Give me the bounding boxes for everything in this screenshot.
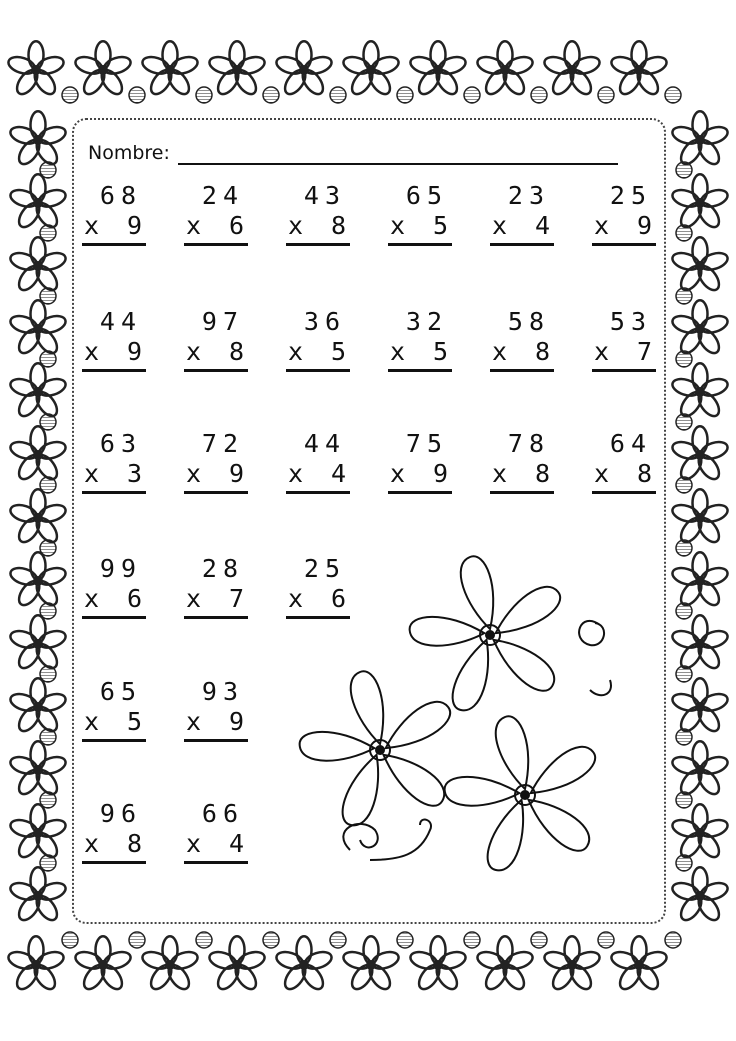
multiplication-problem	[82, 800, 146, 862]
multiply-sign: x	[84, 829, 100, 858]
multiplication-problem	[286, 430, 350, 492]
border-flower	[73, 41, 132, 97]
border-dot	[40, 477, 56, 493]
border-flower	[609, 936, 668, 992]
border-flower	[475, 41, 534, 97]
border-flower	[542, 41, 601, 97]
border-dot	[40, 414, 56, 430]
multiplication-problem	[82, 430, 146, 492]
border-dot	[665, 87, 681, 103]
border-dot	[129, 932, 145, 948]
multiplier-row	[84, 338, 142, 366]
border-dot	[676, 603, 692, 619]
multiplier-row	[390, 460, 448, 488]
multiplier: 5	[432, 337, 448, 366]
multiplication-problem	[592, 182, 656, 244]
multiplicand: 32	[405, 307, 448, 336]
name-label: Nombre:	[88, 142, 170, 164]
border-dot	[676, 792, 692, 808]
big-flower	[441, 716, 601, 876]
multiplication-problem	[184, 555, 248, 617]
multiplicand: 58	[507, 307, 550, 336]
multiplier-row	[84, 585, 142, 613]
multiplicand: 24	[201, 181, 244, 210]
border-dot	[531, 87, 547, 103]
border-flower	[670, 678, 729, 734]
multiply-sign: x	[186, 211, 202, 240]
multiplier: 8	[534, 337, 550, 366]
border-flower	[8, 363, 67, 419]
swirl	[579, 621, 611, 695]
border-flower	[207, 936, 266, 992]
border-flower	[140, 41, 199, 97]
border-dot	[676, 162, 692, 178]
multiplicand: 23	[507, 181, 550, 210]
border-dot	[40, 351, 56, 367]
border-flower	[609, 41, 668, 97]
multiply-sign: x	[390, 459, 406, 488]
border-flower	[8, 552, 67, 608]
multiplication-problem	[184, 678, 248, 740]
border-dot	[397, 87, 413, 103]
multiplication-problem	[490, 430, 554, 492]
multiplication-problem	[82, 555, 146, 617]
multiplier: 7	[636, 337, 652, 366]
answer-line[interactable]	[184, 369, 248, 372]
border-dot	[263, 932, 279, 948]
multiplier: 6	[126, 584, 142, 613]
border-dot	[330, 87, 346, 103]
multiplier: 9	[432, 459, 448, 488]
multiplier: 8	[228, 337, 244, 366]
multiply-sign: x	[390, 337, 406, 366]
border-flower	[8, 867, 67, 923]
multiply-sign: x	[492, 459, 508, 488]
multiplicand: 96	[99, 799, 142, 828]
border-flower	[670, 426, 729, 482]
name-row	[88, 142, 628, 172]
border-flower	[8, 300, 67, 356]
answer-line[interactable]	[184, 616, 248, 619]
border-dot	[330, 932, 346, 948]
answer-line[interactable]	[286, 369, 350, 372]
multiplier: 9	[228, 459, 244, 488]
multiplication-problem	[286, 308, 350, 370]
multiplier: 4	[534, 211, 550, 240]
border-flower	[670, 363, 729, 419]
multiplicand: 66	[201, 799, 244, 828]
multiplicand: 64	[609, 429, 652, 458]
multiplier: 7	[228, 584, 244, 613]
multiplicand: 68	[99, 181, 142, 210]
border-dot	[531, 932, 547, 948]
multiplicand: 43	[303, 181, 346, 210]
multiplier-row	[594, 212, 652, 240]
border-dot	[676, 855, 692, 871]
multiplier: 5	[330, 337, 346, 366]
multiply-sign: x	[594, 337, 610, 366]
multiplication-problem	[184, 430, 248, 492]
border-flower	[408, 936, 467, 992]
border-dot	[676, 288, 692, 304]
border-flower	[6, 41, 65, 97]
answer-line[interactable]	[82, 243, 146, 246]
answer-line[interactable]	[592, 243, 656, 246]
multiplier-row	[288, 338, 346, 366]
multiplier: 8	[636, 459, 652, 488]
border-flower	[670, 300, 729, 356]
multiplier: 6	[330, 584, 346, 613]
border-flower	[8, 489, 67, 545]
multiplicand: 65	[99, 677, 142, 706]
border-flower	[8, 678, 67, 734]
border-flower	[8, 237, 67, 293]
border-flower	[670, 552, 729, 608]
border-flower	[670, 489, 729, 545]
border-dot	[263, 87, 279, 103]
big-flower	[296, 671, 456, 831]
multiply-sign: x	[492, 337, 508, 366]
multiply-sign: x	[84, 211, 100, 240]
answer-line[interactable]	[592, 369, 656, 372]
border-flower	[6, 936, 65, 992]
multiply-sign: x	[84, 707, 100, 736]
answer-line[interactable]	[388, 369, 452, 372]
multiplication-problem	[184, 308, 248, 370]
multiplier-row	[492, 460, 550, 488]
multiplier: 8	[126, 829, 142, 858]
multiplicand: 75	[405, 429, 448, 458]
border-flower	[8, 804, 67, 860]
multiplier-row	[84, 460, 142, 488]
border-flower	[475, 936, 534, 992]
multiplier-row	[288, 460, 346, 488]
multiply-sign: x	[594, 459, 610, 488]
multiply-sign: x	[84, 337, 100, 366]
multiplicand: 44	[99, 307, 142, 336]
border-dot	[196, 87, 212, 103]
border-dot	[464, 932, 480, 948]
border-flower	[670, 867, 729, 923]
multiplicand: 53	[609, 307, 652, 336]
multiplicand: 93	[201, 677, 244, 706]
multiply-sign: x	[186, 829, 202, 858]
border-dot	[40, 540, 56, 556]
multiplication-problem	[388, 308, 452, 370]
multiplication-problem	[490, 182, 554, 244]
multiplier-row	[390, 338, 448, 366]
multiplicand: 36	[303, 307, 346, 336]
answer-line[interactable]	[286, 491, 350, 494]
border-dot	[40, 729, 56, 745]
border-dot	[40, 792, 56, 808]
border-flower	[274, 936, 333, 992]
border-dot	[598, 932, 614, 948]
border-flower	[542, 936, 601, 992]
multiplier-row	[186, 585, 244, 613]
border-dot	[40, 225, 56, 241]
answer-line[interactable]	[388, 491, 452, 494]
border-flower	[73, 936, 132, 992]
border-flower	[274, 41, 333, 97]
multiplicand: 25	[609, 181, 652, 210]
multiplier-row	[492, 338, 550, 366]
multiplicand: 78	[507, 429, 550, 458]
multiplication-problem	[184, 182, 248, 244]
answer-line[interactable]	[184, 739, 248, 742]
border-flower	[670, 741, 729, 797]
multiply-sign: x	[288, 337, 304, 366]
multiplier-row	[594, 338, 652, 366]
answer-line[interactable]	[82, 616, 146, 619]
answer-line[interactable]	[184, 491, 248, 494]
multiplication-problem	[388, 182, 452, 244]
border-flower	[670, 111, 729, 167]
border-dot	[676, 729, 692, 745]
multiply-sign: x	[84, 459, 100, 488]
border-flower	[8, 111, 67, 167]
multiplier-row	[84, 708, 142, 736]
border-dot	[464, 87, 480, 103]
answer-line[interactable]	[490, 491, 554, 494]
border-flower	[207, 41, 266, 97]
border-dot	[40, 288, 56, 304]
border-flower	[140, 936, 199, 992]
multiplication-problem	[286, 182, 350, 244]
border-dot	[676, 225, 692, 241]
multiplier: 8	[534, 459, 550, 488]
answer-line[interactable]	[388, 243, 452, 246]
border-dot	[40, 603, 56, 619]
border-flower	[341, 41, 400, 97]
multiplier-row	[84, 830, 142, 858]
border-flower	[670, 174, 729, 230]
border-dot	[665, 932, 681, 948]
multiplier-row	[492, 212, 550, 240]
border-dot	[196, 932, 212, 948]
border-dot	[62, 87, 78, 103]
multiplier-row	[186, 338, 244, 366]
border-dot	[40, 855, 56, 871]
name-field-line[interactable]	[178, 163, 618, 165]
border-flower	[341, 936, 400, 992]
border-dot	[62, 932, 78, 948]
border-dot	[397, 932, 413, 948]
answer-line[interactable]	[184, 861, 248, 864]
multiplicand: 97	[201, 307, 244, 336]
border-dot	[40, 162, 56, 178]
border-dot	[676, 666, 692, 682]
multiplier: 4	[330, 459, 346, 488]
multiplication-problem	[388, 430, 452, 492]
multiplier: 9	[636, 211, 652, 240]
border-dot	[598, 87, 614, 103]
border-flower	[408, 41, 467, 97]
multiply-sign: x	[186, 584, 202, 613]
answer-line[interactable]	[490, 369, 554, 372]
multiplication-problem	[592, 430, 656, 492]
multiplicand: 28	[201, 554, 244, 583]
multiply-sign: x	[288, 459, 304, 488]
multiplication-problem	[592, 308, 656, 370]
multiplication-problem	[82, 182, 146, 244]
multiplier: 5	[432, 211, 448, 240]
border-flower	[8, 174, 67, 230]
multiplier: 4	[228, 829, 244, 858]
answer-line[interactable]	[490, 243, 554, 246]
multiplier-row	[390, 212, 448, 240]
multiplicand: 72	[201, 429, 244, 458]
border-dot	[676, 477, 692, 493]
answer-line[interactable]	[592, 491, 656, 494]
multiplier: 6	[228, 211, 244, 240]
multiplier-row	[186, 460, 244, 488]
multiply-sign: x	[390, 211, 406, 240]
border-flower	[670, 804, 729, 860]
multiply-sign: x	[186, 459, 202, 488]
multiplier: 8	[330, 211, 346, 240]
multiplication-problem	[82, 678, 146, 740]
multiplier-row	[186, 212, 244, 240]
border-flower	[8, 615, 67, 671]
multiply-sign: x	[186, 337, 202, 366]
multiplier: 9	[126, 337, 142, 366]
multiplier-row	[288, 212, 346, 240]
multiply-sign: x	[594, 211, 610, 240]
border-flower	[8, 426, 67, 482]
answer-line[interactable]	[82, 491, 146, 494]
multiplication-problem	[490, 308, 554, 370]
multiplicand: 25	[303, 554, 346, 583]
multiplier: 3	[126, 459, 142, 488]
border-dot	[129, 87, 145, 103]
multiplier: 5	[126, 707, 142, 736]
answer-line[interactable]	[82, 739, 146, 742]
big-flower	[406, 556, 566, 716]
border-dot	[676, 351, 692, 367]
multiplicand: 65	[405, 181, 448, 210]
answer-line[interactable]	[82, 369, 146, 372]
border-flower	[670, 237, 729, 293]
multiply-sign: x	[186, 707, 202, 736]
answer-line[interactable]	[286, 243, 350, 246]
multiplicand: 63	[99, 429, 142, 458]
border-dot	[40, 666, 56, 682]
multiplication-problem	[184, 800, 248, 862]
multiplicand: 44	[303, 429, 346, 458]
multiplier-row	[186, 830, 244, 858]
answer-line[interactable]	[184, 243, 248, 246]
multiply-sign: x	[492, 211, 508, 240]
multiplication-problem	[82, 308, 146, 370]
multiplier: 9	[228, 707, 244, 736]
multiplicand: 99	[99, 554, 142, 583]
multiplier-row	[84, 212, 142, 240]
border-dot	[676, 414, 692, 430]
answer-line[interactable]	[82, 861, 146, 864]
multiplier-row	[594, 460, 652, 488]
border-dot	[676, 540, 692, 556]
border-flower	[670, 615, 729, 671]
multiply-sign: x	[84, 584, 100, 613]
flower-illustration	[290, 550, 650, 900]
multiplier: 9	[126, 211, 142, 240]
multiply-sign: x	[288, 211, 304, 240]
multiply-sign: x	[288, 584, 304, 613]
multiplier-row	[186, 708, 244, 736]
border-flower	[8, 741, 67, 797]
